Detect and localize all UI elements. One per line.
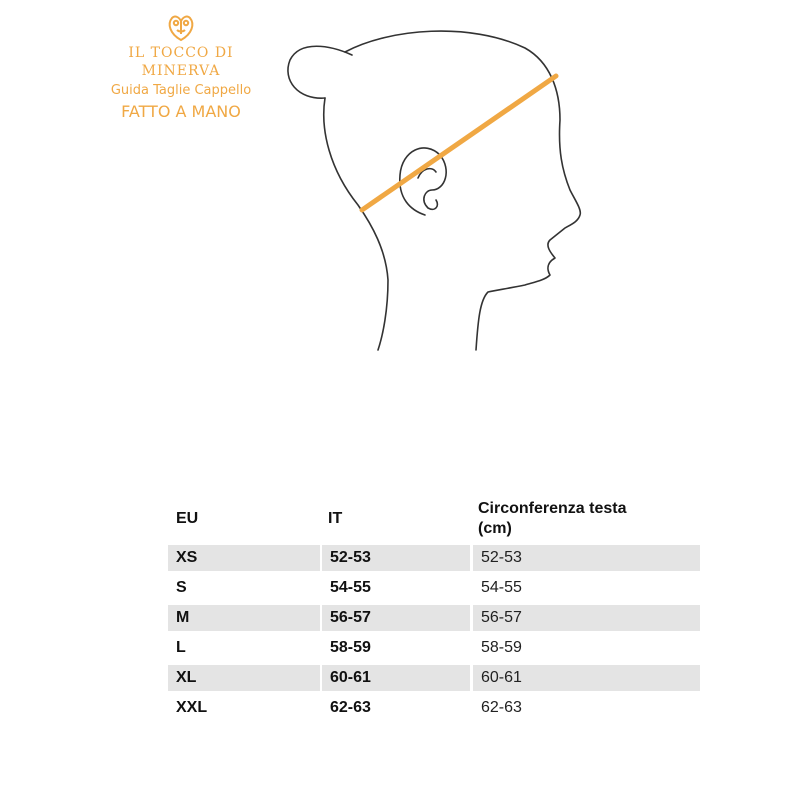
cell-eu: XS [168,545,320,571]
brand-name: IL TOCCO DI MINERVA [128,45,234,79]
cell-cm: 54-55 [470,575,700,601]
header-it: IT [328,510,343,527]
cell-cm: 60-61 [470,665,700,691]
cell-it: 54-55 [320,575,470,601]
cell-eu: S [176,579,187,596]
cell-eu: XXL [176,699,208,716]
size-table [168,495,700,725]
table-row [168,695,700,721]
table-row [168,545,700,571]
head-circumference-measure-line [362,76,556,210]
header-eu: EU [176,510,199,527]
head-outline [288,31,580,350]
cell-eu: L [176,639,186,656]
table-row [168,635,700,661]
cell-it: 56-57 [320,605,470,631]
cell-it: 58-59 [320,635,470,661]
table-row [168,665,700,691]
brand-subtitle: Guida Taglie Cappello [110,83,252,98]
table-row [168,605,700,631]
cell-eu: M [168,605,320,631]
size-table-header [168,499,700,541]
cell-cm: 52-53 [470,545,700,571]
cell-it: 52-53 [320,545,470,571]
header-circumference-line1: Circonferenza testa [478,500,627,517]
cell-it: 62-63 [320,695,470,721]
brand-tagline: FATTO A MANO [121,102,241,121]
cell-cm: 56-57 [470,605,700,631]
cell-cm: 62-63 [470,695,700,721]
cell-cm: 58-59 [470,635,700,661]
header-circumference-line2: (cm) [478,520,512,537]
header-circumference [470,499,700,541]
cell-it: 60-61 [320,665,470,691]
table-row [168,575,700,601]
cell-eu: XL [168,665,320,691]
